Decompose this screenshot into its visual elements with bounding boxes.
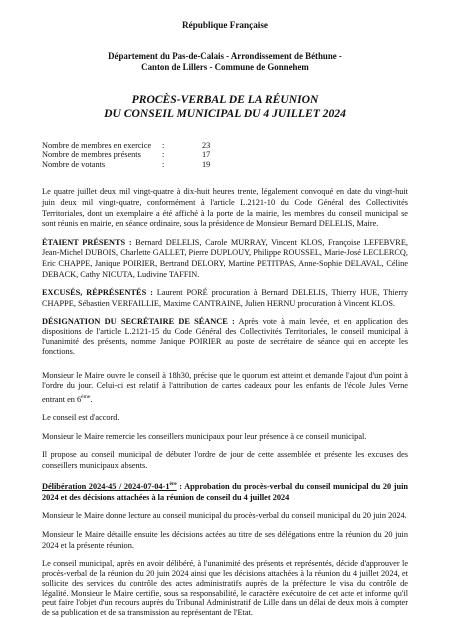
- deliberation-superscript: ère: [169, 481, 177, 488]
- deliberation-number: Délibération 2024-45 / 2024-07-04-1: [42, 482, 170, 492]
- thanks-paragraph: Monsieur le Maire remercie les conseillers municipaux pour leur présence à ce conseil municipal.: [42, 431, 367, 441]
- accord-paragraph: Le conseil est d'accord.: [42, 413, 120, 423]
- count-row: [42, 160, 242, 170]
- count-label: Nombre de votants: [42, 159, 106, 169]
- intro-paragraph: Le quatre juillet deux mil vingt-quatre à dix-huit heures trente, légalement convoqué en date du vingt-huit juin deux mil vingt-quatre, conformément à l'article L.2121-10 du Code Général des Collectivités Territoriales, dont un exemplaire a été affiché à la porte de la mairie, les membres du conseil municipal se sont réunis en mairie, en séance ordinaire, sous la présidence de Monsieur Bernard DELELIS, Maire.: [42, 187, 408, 229]
- secretaire-paragraph: [42, 317, 408, 356]
- presents-label: ÉTAIENT PRÉSENTS :: [42, 237, 132, 247]
- count-label: Nombre de membres présents: [42, 150, 141, 160]
- decision-paragraph: Le conseil municipal, après en avoir délibéré, à l'unanimité des présents et représentés, décide d'approuver le procès-verbal de la réunion du 20 juin 2024 ainsi que les décisions attachées à la réunion du 4 juillet 2024, et sollicite des services du contrôle des actes administratifs auprès de la préfecture le visa du contrôle de légalité. Monsieur le Maire certifie, sous sa responsabilité, le caractère exécutoire de cet acte et informe qu'il peut faire l'objet d'un recours auprès du Tribunal Administratif de Lille dans un délai de deux mois à compter de sa publication et de sa transmission au représentant de l'Etat.: [42, 559, 408, 618]
- count-separator: :: [162, 140, 165, 150]
- deliberation-reference: [42, 482, 177, 491]
- count-separator: :: [162, 150, 165, 160]
- republic-heading: République Française: [181, 20, 268, 30]
- title-line-1: PROCÈS-VERBAL DE LA RÉUNION: [131, 92, 319, 106]
- department-heading: [42, 51, 408, 73]
- department-line-1: Département du Pas-de-Calais - Arrondissement de Béthune -: [108, 50, 342, 61]
- proposal-paragraph: Il propose au conseil municipal de débuter l'ordre de jour de cette assemblée et présente les excuses des conseillers municipaux absents.: [42, 450, 408, 470]
- count-value: 23: [202, 140, 211, 150]
- opening-end: .: [90, 394, 93, 404]
- count-label: Nombre de membres en exercice: [42, 140, 152, 150]
- count-value: 19: [202, 159, 211, 169]
- count-value: 17: [202, 150, 211, 160]
- secretaire-label: DÉSIGNATION DU SECRÉTAIRE DE SÉANCE :: [42, 317, 235, 327]
- opening-superscript: ème: [81, 393, 91, 400]
- count-row: [42, 141, 242, 151]
- excuses-list: Laurent PORÉ procuration à Bernard DELELIS, Thierry HUE, Thierry CHAPPE, Sébastien VERFAILLIE, Maxime CANTRAINE, Julien HERNU procuration à Vincent KLOS.: [42, 288, 408, 308]
- presents-paragraph: [42, 238, 408, 280]
- opening-text: Monsieur le Maire ouvre le conseil à 18h30, précise que le quorum est atteint et demande l'ajout d'un point à l'ordre du jour. Celui-ci est relatif à l'attribution de cartes cadeaux pour les enfants de l'école Jules Verne entrant en 6: [42, 370, 408, 404]
- secretaire-text: Après vote à main levée, et en application des dispositions de l'article L.2121-15 du Code Général des Collectivités Territoriales, le conseil municipal à l'unanimité des présents, nomme Janique POIRIER au poste de secrétaire de séance qui en accepte les fonctions.: [42, 317, 408, 356]
- deliberation-heading: [42, 479, 408, 503]
- count-row: [42, 150, 242, 160]
- deliberation-title: : Approbation du procès-verbal du conseil municipal du 20 juin 2024 et des décisions attachées à la réunion de conseil du 4 juillet 2024: [42, 482, 408, 502]
- details-paragraph: Monsieur le Maire détaille ensuite les décisions actées au titre de ses délégations entre la réunion du 20 juin 2024 et la présente réunion.: [42, 529, 408, 550]
- excuses-label: EXCUSÉS, RÉPRÉSENTÉS :: [42, 288, 153, 298]
- presents-list: Bernard DELELIS, Carole MURRAY, Vincent KLOS, Françoise LEFEBVRE, Jean-Michel DUBOIS, Charlette GALLET, Pierre DUPLOUY, Philippe ROUSSEL, Marie-José LECLERCQ, Eric CHAPPE, Janique POIRIER, Bertrand DELORY, Martine PETITPAS, Anne-Sophie DELAVAL, Céline DEBACK, Cathy NICUTA, Ludivine TAFFIN.: [42, 237, 408, 279]
- count-separator: :: [162, 159, 165, 169]
- department-line-2: Canton de Lillers - Commune de Gonnehem: [141, 61, 309, 72]
- reading-paragraph: Monsieur le Maire donne lecture au conseil municipal du procès-verbal du conseil municipal du 20 juin 2024.: [42, 511, 407, 521]
- document-title: [42, 93, 408, 121]
- member-counts-table: [42, 141, 242, 170]
- excuses-paragraph: [42, 288, 408, 309]
- opening-paragraph: [42, 371, 408, 406]
- title-line-2: DU CONSEIL MUNICIPAL DU 4 JUILLET 2024: [104, 106, 346, 120]
